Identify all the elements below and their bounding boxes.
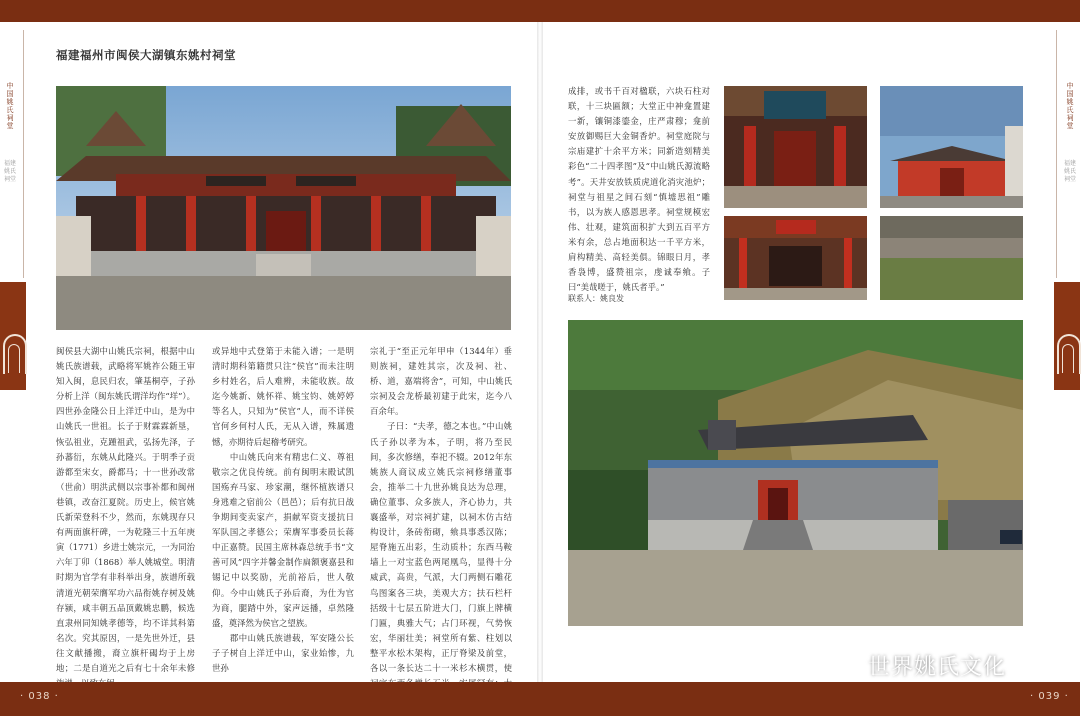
article-title: 福建福州市闽侯大湖镇东姚村祠堂 [56, 48, 236, 62]
hall-courtyard-photo [880, 216, 1023, 300]
ancestral-hall-exterior-photo [568, 320, 1023, 626]
watermark-text: 世界姚氏文化 [868, 655, 1007, 680]
article-column-1: 闽侯县大湖中山姚氏宗祠，根据中山姚氏族谱载，武略将军姚祚公随王审知入闽，息民归农，肇基桐亭，子孙分析上洋（闽东姚氏谓洋均作“垟”）。四世孙金隆公日上洋迁中山，是为中山姚氏一世祖。长子于财霖霖新垦，恢弘祖业，克踵祖武，弘扬先泽，子孙蕃衍，东姚从此隆兴。于明季子贡游都至宋女，爵都马；十一世孙改常（世俞）明洪武侧以宗事补都和闽州巷镇，改奋江夏院。历史上，候官姚氏新荣登科不少，然而，东姚现存只有两面旗杆碑，一为乾隆三十五年庚寅（1771）乡进士姚宗元，一为同治六年丁卯（1868）举人姚城堂。明清时期为官学有非科举出身，族谱所载清道光朝荣膺军功六品衔姚存树及姚存颍，咸丰朝五品顶戴姚忠鹏，候选直隶州同知姚孝德等，均不详其科第名次。究其原因，一是先世外迁，县往文献播搬，裔立旗杆碣均于上房地；二是自道光之后有七十余年未修 [56, 346, 195, 673]
side-rule-right [1056, 30, 1057, 278]
hall-gate-photo [724, 86, 867, 208]
page-number-left: · 038 · [20, 691, 59, 702]
arch-inner-ornament-icon [8, 344, 20, 373]
article-column-2: 或异地中式登第于未能入谱；一是明清时期科第籍贯只注“侯官”而未注明乡村姓名，后人难辨，未能收族。故迄今姚新、姚怀祥、姚宝钧、姚婷婷等名人，只知为“侯官”人，而不详侯官何乡何村人氏，无从入谱，殊属遗憾，亦期待后起稽考研究。 中山姚氏向来有精忠仁义、尊祖敬宗之优良传统。前有闽明末殿试凯国殇弃马家、珍家潮，继怀植族谱只身逃难之宿前公（邑邑）；后有抗日战争期间变卖家产，捐献军资支援抗日军队国之孝德公；荣膺军事委员长蒋中正嘉赞。民国主席林森总统手书“文善可风”四字并馨金制作扁额褒嘉县和锡记中以奖励，光前裕后，世人敬仰。今中山姚氏子孙后裔，为仕为官为商，腿踏中外，家声远播，卓然隆盛，奠泽然为侯官之望族。 郡中山姚氏族谱载，军安隆公长子子树自上洋迁中山，家业始惨，九世孙 [212, 346, 354, 673]
page-gutter [537, 22, 543, 682]
article-column-4: 成排，或书千百对楹联，六块石柱对联，十三块匾额；大堂正中神龛置建一新，镶铜漆鎏金，庄严肃穆；龛前安放御赐巨大金铜香炉。祠堂庭院与宗庙建扩十余平方米；同新造刻精美彩色“二十四孝图”及“中山姚氏源流略考”。天井安放铁质虎道化消灾池炉；祠堂与祖星之间石刻“慎墟思祖”雕书，以为族人感恩思孝。祠堂规模宏伟、壮观，建筑面积扩大到五百平方米有余，总占地面积达一千平方米，肩构精美、高轻美俱。锦眼日月，孝香袅博，盛赞祖宗，虔诚奉飨。子曰“美哉嗟于，姚氏者乎。” [568, 86, 710, 293]
top-banner [0, 0, 1080, 22]
side-rule-left [23, 30, 24, 278]
hall-interior-detail-photo [724, 216, 867, 300]
right-side-tab [1054, 282, 1080, 390]
section-sub-right: 福建姚氏祠堂 [1064, 160, 1077, 183]
bottom-banner [0, 682, 1080, 716]
page-number-right: · 039 · [1030, 691, 1069, 702]
arch-inner-ornament-icon [1062, 344, 1074, 373]
hall-exterior-photo [880, 86, 1023, 208]
section-label-right: 中国姚氏祠堂 [1066, 82, 1074, 130]
contact-line: 联系人：姚良发 [568, 294, 624, 303]
ancestral-hall-interior-photo [56, 86, 511, 330]
section-sub-left: 福建姚氏祠堂 [4, 160, 17, 183]
wechat-icon [832, 652, 864, 676]
article-column-3: 宗礼于“至正元年甲申（1344年）垂则族祠，建姓其宗，次及祠、社、桥、道，嘉端将舍”，可知，中山姚氏宗祠及会龙桥最初建于此宋，迄今八百余年。 子曰：“夫孝，德之本也。”中山姚氏子孙以孝为本，子明，将乃至民间，多次修缮，奉祀不辍。2012年东姚族人商议成立姚氏宗祠修缮董事会，推举二十九世孙姚良达为总理，确位董事、众多族人，齐心协力，共襄盛举，对宗祠扩建，以祠木仿古结构设计，条砖衔砌，飨具事悉汉陈；屋脊施五出彩，生动质朴；东西马鞍墙上一对宝蓝色两尾凰鸟，显得十分威武，高贵，气派，大门两侧石雕花鸟图案各三块，美观大方；扶石栏杆括级十七层五阶进大门，门旗上牌横门匾，典雅大气；占门环视，气势恢宏，华丽壮美；祠堂所有紫、柱划以整平水松木架构，正厅脊梁及前堂，各以一条长达二十一米杉木横贯，使 [370, 346, 512, 673]
left-side-tab [0, 282, 26, 390]
section-label-left: 中国姚氏祠堂 [6, 82, 14, 130]
